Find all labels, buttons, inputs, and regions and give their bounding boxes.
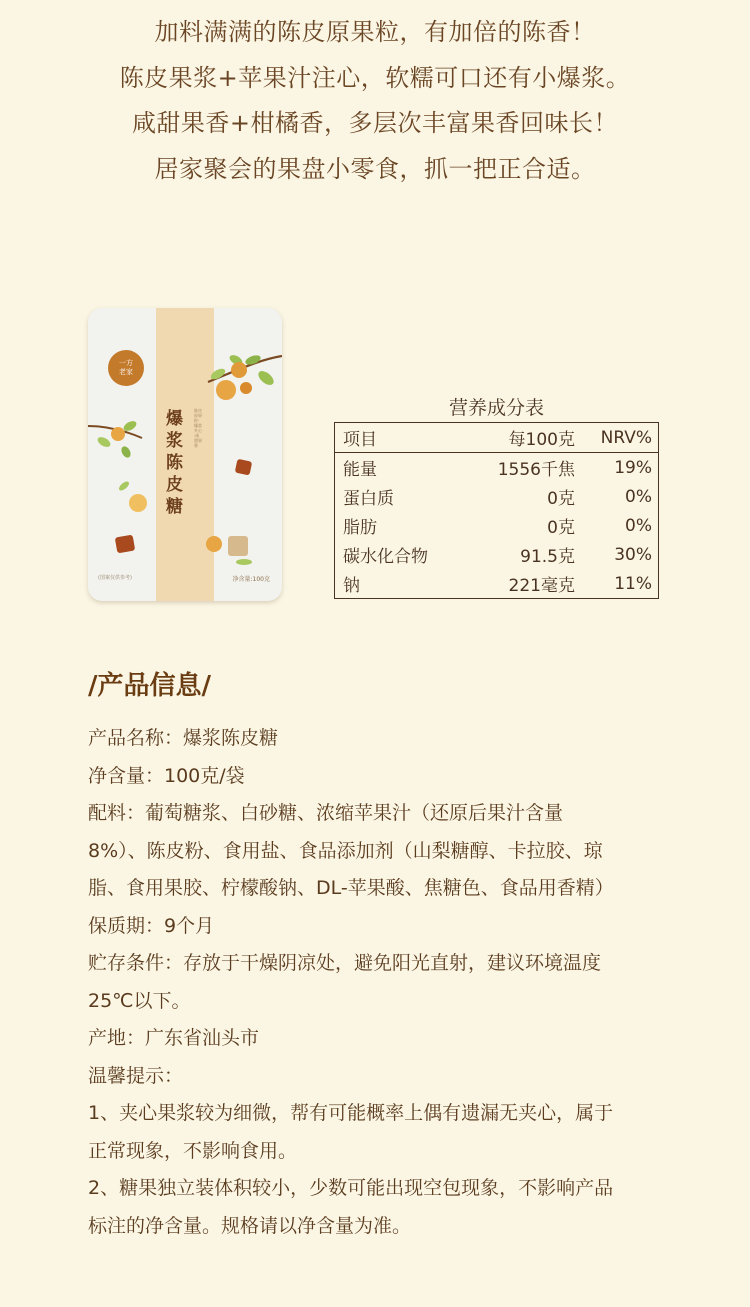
table-row: 能量 1556千焦 19% <box>343 457 652 480</box>
table-row: 碳水化合物 91.5克 30% <box>343 544 652 567</box>
info-line: 配料：葡萄糖浆、白砂糖、浓缩苹果汁（还原后果汁含量 <box>88 802 564 824</box>
info-line: 净含量：100克/袋 <box>88 764 245 787</box>
table-header-row <box>335 423 659 453</box>
info-line: 25℃以下。 <box>88 989 191 1012</box>
package-note: (图案仅供参考) <box>98 575 132 581</box>
info-line: 脂、食用果胶、柠檬酸钠、DL-苹果酸、焦糖色、食品用香精） <box>88 877 614 899</box>
info-line: 8%）、陈皮粉、食用盐、食品添加剂（山梨糖醇、卡拉胶、琼 <box>88 839 603 862</box>
nutrition-table-caption: 营养成分表 <box>448 397 544 419</box>
package-tagline: 陈皮原果粒·爆浆夹心·咸甜果香 <box>194 408 202 448</box>
brand-logo: 一方 老家 <box>108 350 144 386</box>
package-title: 爆 浆 陈 皮 糖 <box>166 409 183 517</box>
product-info-heading: /产品信息/ <box>88 671 211 701</box>
product-package-image <box>88 308 282 601</box>
info-line: 贮存条件：存放于干燥阴凉处，避免阳光直射，建议环境温度 <box>88 952 602 974</box>
intro-line: 陈皮果浆+苹果汁注心，软糯可口还有小爆浆。 <box>119 63 631 92</box>
header-nrv: NRV% <box>575 423 659 453</box>
info-line: 保质期：9个月 <box>88 914 215 937</box>
intro-line: 咸甜果香+柑橘香，多层次丰富果香回味长！ <box>131 109 619 137</box>
info-line: 标注的净含量。规格请以净含量为准。 <box>88 1214 412 1237</box>
intro-line: 居家聚会的果盘小零食，抓一把正合适。 <box>154 154 596 183</box>
product-info-list <box>88 720 668 1245</box>
intro-line: 加料满满的陈皮原果粒，有加倍的陈香！ <box>154 18 596 46</box>
info-line: 正常现象，不影响食用。 <box>88 1139 298 1162</box>
table-row: 蛋白质 0克 0% <box>343 486 652 509</box>
info-line: 2、糖果独立装体积较小，少数可能出现空包现象，不影响产品 <box>88 1177 614 1199</box>
table-row: 钠 221毫克 11% <box>343 573 652 596</box>
info-line: 温馨提示： <box>88 1064 184 1087</box>
info-line: 产品名称：爆浆陈皮糖 <box>88 727 279 749</box>
package-net-weight: 净含量:100克 <box>232 576 270 583</box>
header-item: 项目 <box>335 423 464 453</box>
info-line: 1、夹心果浆较为细微，帮有可能概率上偶有遗漏无夹心，属于 <box>88 1102 614 1124</box>
nutrition-table <box>334 422 659 599</box>
table-row: 脂肪 0克 0% <box>343 515 652 538</box>
info-line: 产地：广东省汕头市 <box>88 1027 260 1049</box>
intro-text <box>0 10 750 192</box>
header-per-100g: 每100克 <box>463 423 575 453</box>
